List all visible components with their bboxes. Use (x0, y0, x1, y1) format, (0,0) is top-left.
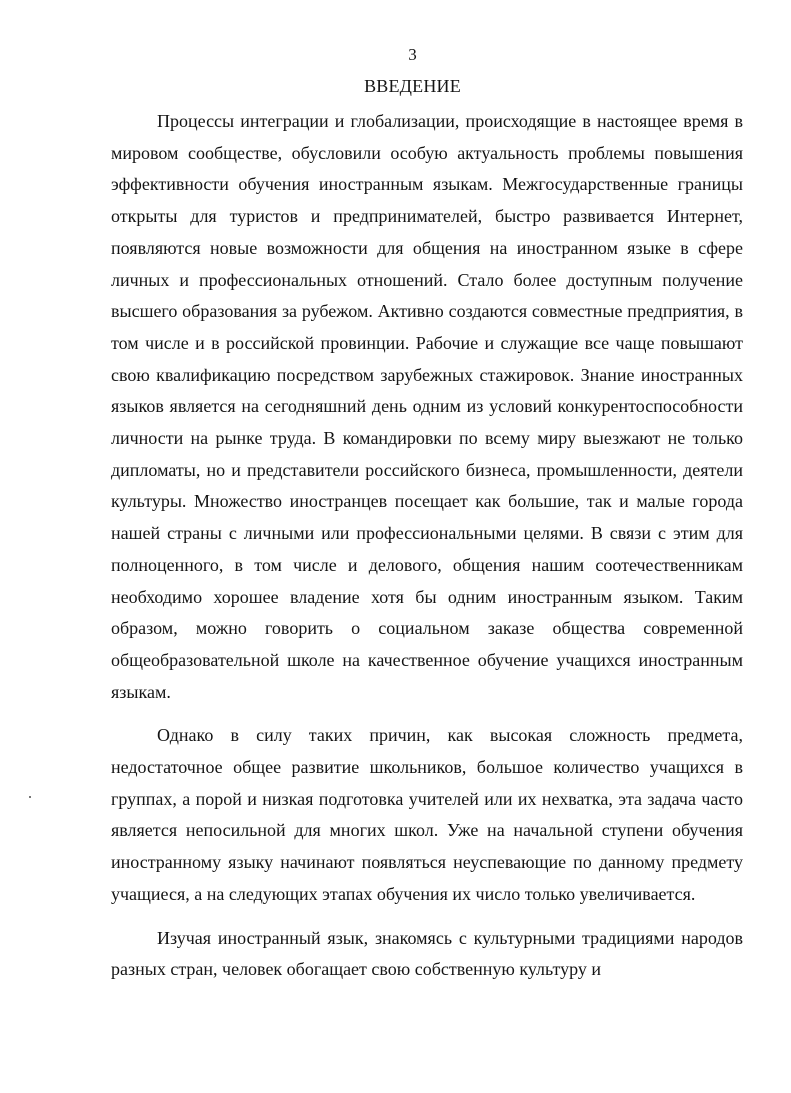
section-heading: ВВЕДЕНИЕ (364, 76, 461, 96)
scan-speck (29, 796, 31, 798)
body-text (111, 106, 743, 986)
paragraph-2: Однако в силу таких причин, как высокая сложность предмета, недостаточное общее развитие школьников, большое количество учащихся в группах, а порой и низкая подготовка учителей или их нехватка, эта задача часто является непосильной для многих школ. Уже на начальной ступени обучения иностранному языку начинают появляться неуспевающие по данному предмету учащиеся, а на следующих этапах обучения их число только увеличивается. (111, 725, 743, 904)
paragraph-1: Процессы интеграции и глобализации, происходящие в настоящее время в мировом сообществе, обусловили особую актуальность проблемы повышения эффективности обучения иностранным языкам. Межгосударственные границы открыты для туристов и предпринимателей, быстро развивается Интернет, появляются новые возможности для общения на иностранном языке в сфере личных и профессиональных отношений. Стало более доступным получение высшего образования за рубежом. Активно создаются совместные предприятия, в том числе и в российской провинции. Рабочие и служащие все чаще повышают свою квалификацию посредством зарубежных стажировок. Знание иностранных языков является на сегодняшний день одним из условий конкурентоспособности личности на рынке труда. В командировки по всему миру выезжают не только дипломаты, но и представители российского бизнеса, промышленности, деятели культуры. Множество иностранцев посещает как большие, так и малые города нашей страны с личными или профессиональными целями. В связи с этим для полноценного, в том числе и делового, общения нашим соотечественникам необходимо хорошее владение хотя бы одним иностранным языком. Таким образом, можно говорить о социальном заказе общества современной общеобразовательной школе на качественное обучение учащихся иностранным языкам. (111, 111, 743, 702)
paragraph-3: Изучая иностранный язык, знакомясь с культурными традициями народов разных стран, человек обогащает свою собственную культуру и (111, 927, 743, 980)
page-number: 3 (408, 45, 417, 64)
